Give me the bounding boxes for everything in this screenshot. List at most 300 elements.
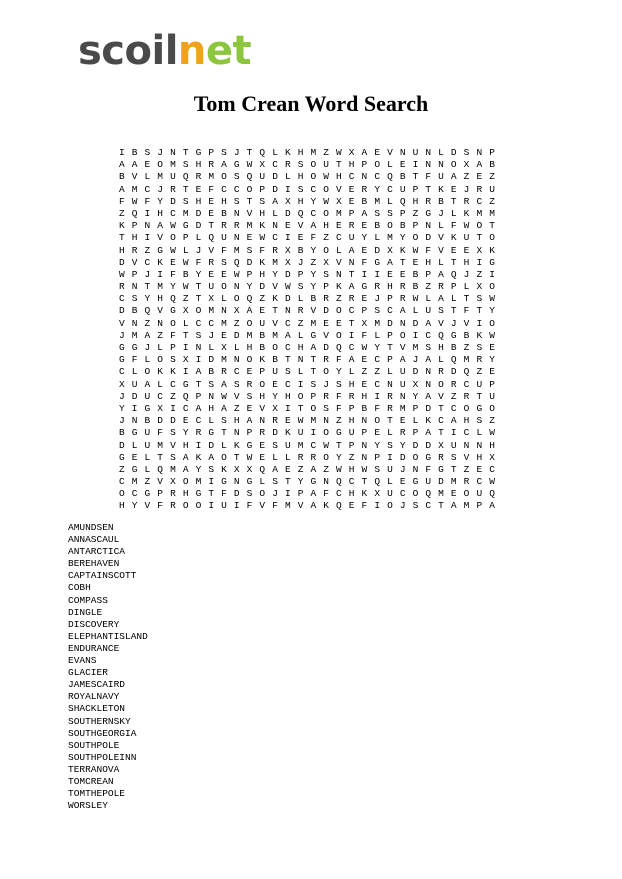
grid-cell: A	[310, 463, 317, 475]
grid-cell: M	[208, 305, 215, 317]
grid-cell: T	[297, 402, 304, 414]
word-list-item: WORSLEY	[68, 800, 108, 812]
grid-cell: E	[323, 317, 329, 329]
grid-cell: M	[399, 402, 406, 414]
grid-cell: F	[425, 171, 432, 183]
grid-cell: N	[336, 268, 342, 280]
grid-cell: R	[348, 293, 355, 305]
grid-cell: Y	[336, 366, 342, 378]
grid-cell: O	[310, 171, 317, 183]
grid-cell: V	[144, 500, 151, 512]
grid-cell: D	[284, 293, 291, 305]
grid-cell: Z	[463, 463, 470, 475]
grid-cell: L	[476, 427, 483, 439]
grid-cell: U	[425, 305, 432, 317]
grid-cell: P	[157, 488, 163, 500]
grid-cell: C	[170, 378, 176, 390]
grid-cell: Z	[323, 463, 329, 475]
grid-cell: G	[246, 439, 253, 451]
grid-cell: J	[233, 147, 240, 158]
grid-cell: M	[195, 476, 202, 488]
grid-cell: E	[374, 427, 381, 439]
grid-row	[119, 391, 503, 403]
grid-cell: P	[348, 402, 355, 414]
grid-cell: O	[323, 451, 329, 463]
grid-cell: P	[208, 147, 215, 158]
grid-cell: T	[182, 147, 189, 158]
grid-cell: X	[438, 439, 444, 451]
grid-cell: O	[310, 402, 317, 414]
grid-cell: P	[297, 488, 304, 500]
grid-cell: G	[310, 476, 317, 488]
grid-cell: G	[246, 476, 253, 488]
grid-cell: A	[425, 317, 432, 329]
word-list-item: BEREHAVEN	[68, 558, 120, 570]
grid-cell: I	[348, 329, 355, 341]
grid-cell: O	[259, 488, 266, 500]
grid-cell: F	[336, 354, 342, 366]
grid-cell: V	[170, 439, 176, 451]
grid-cell: C	[233, 366, 240, 378]
grid-cell: H	[438, 342, 444, 353]
grid-cell: K	[425, 415, 432, 427]
grid-cell: O	[336, 329, 342, 341]
grid-cell: S	[131, 293, 138, 305]
grid-cell: L	[144, 463, 151, 475]
grid-cell: H	[348, 488, 355, 500]
grid-row	[119, 257, 503, 269]
grid-cell: Z	[463, 342, 470, 353]
grid-cell: Y	[489, 354, 495, 366]
grid-cell: C	[310, 183, 317, 195]
grid-cell: A	[284, 329, 291, 341]
grid-cell: R	[246, 378, 253, 390]
grid-cell: Y	[489, 305, 495, 317]
grid-cell: Q	[208, 232, 215, 244]
grid-cell: S	[425, 342, 432, 353]
grid-cell: X	[374, 488, 381, 500]
grid-cell: E	[272, 378, 278, 390]
grid-cell: C	[182, 402, 189, 414]
grid-cell: E	[361, 244, 368, 256]
grid-cell: B	[119, 427, 125, 439]
grid-cell: U	[463, 232, 470, 244]
grid-cell: F	[131, 354, 138, 366]
grid-cell: W	[489, 427, 495, 439]
grid-cell: R	[170, 488, 176, 500]
grid-cell: P	[374, 451, 381, 463]
grid-cell: S	[387, 207, 393, 219]
grid-cell: O	[463, 488, 470, 500]
grid-row	[119, 415, 503, 427]
grid-cell: D	[119, 256, 125, 268]
grid-cell: U	[323, 159, 329, 171]
grid-row	[119, 500, 503, 512]
grid-cell: C	[336, 232, 342, 244]
grid-cell: Q	[233, 256, 240, 268]
grid-cell: R	[438, 281, 444, 293]
grid-cell: Y	[310, 195, 317, 207]
grid-cell: U	[208, 281, 215, 293]
grid-cell: X	[412, 378, 419, 390]
grid-cell: F	[272, 500, 278, 512]
grid-cell: O	[233, 293, 240, 305]
grid-cell: X	[182, 305, 189, 317]
grid-cell: F	[170, 329, 176, 341]
grid-cell: S	[476, 342, 483, 353]
grid-cell: Z	[144, 476, 151, 488]
grid-cell: P	[489, 378, 495, 390]
grid-cell: T	[387, 415, 393, 427]
grid-cell: S	[374, 463, 381, 475]
grid-cell: E	[246, 402, 253, 414]
grid-cell: S	[221, 147, 227, 158]
grid-cell: M	[272, 329, 278, 341]
grid-cell: J	[438, 207, 444, 219]
grid-cell: A	[310, 342, 317, 353]
grid-cell: S	[374, 207, 381, 219]
grid-cell: R	[297, 451, 304, 463]
grid-cell: M	[387, 232, 393, 244]
grid-cell: E	[336, 317, 342, 329]
page-title: Tom Crean Word Search	[193, 91, 429, 116]
grid-cell: A	[310, 500, 317, 512]
grid-cell: W	[489, 329, 495, 341]
grid-cell: L	[412, 305, 419, 317]
grid-cell: Q	[259, 147, 266, 158]
grid-cell: L	[438, 256, 444, 268]
grid-cell: V	[438, 390, 444, 402]
grid-cell: Y	[157, 195, 163, 207]
grid-cell: G	[182, 378, 189, 390]
grid-cell: W	[182, 256, 189, 268]
grid-row	[119, 147, 503, 159]
grid-cell: H	[119, 244, 125, 256]
grid-cell: R	[450, 378, 457, 390]
grid-row	[119, 488, 503, 500]
grid-cell: K	[259, 354, 266, 366]
grid-cell: Z	[119, 463, 125, 475]
grid-cell: C	[374, 354, 381, 366]
grid-cell: U	[259, 317, 266, 329]
grid-cell: Z	[348, 451, 355, 463]
grid-cell: P	[450, 281, 457, 293]
grid-cell: Z	[476, 268, 483, 280]
grid-cell: O	[489, 232, 495, 244]
grid-cell: H	[259, 207, 266, 219]
grid-cell: F	[310, 232, 317, 244]
grid-cell: K	[476, 329, 483, 341]
grid-cell: J	[208, 329, 215, 341]
grid-cell: W	[182, 281, 189, 293]
grid-cell: F	[361, 256, 368, 268]
grid-cell: Q	[131, 207, 138, 219]
grid-cell: G	[310, 329, 317, 341]
grid-cell: O	[182, 476, 189, 488]
grid-cell: V	[323, 329, 329, 341]
grid-cell: Y	[297, 476, 304, 488]
grid-cell: H	[489, 439, 495, 451]
word-list-item: TERRANOVA	[68, 763, 120, 775]
grid-cell: E	[284, 415, 291, 427]
grid-cell: N	[438, 159, 444, 171]
grid-cell: Z	[489, 195, 495, 207]
grid-cell: D	[412, 317, 419, 329]
grid-cell: H	[195, 195, 202, 207]
grid-cell: T	[195, 281, 202, 293]
grid-cell: U	[412, 147, 419, 158]
grid-cell: D	[195, 207, 202, 219]
grid-cell: V	[463, 451, 470, 463]
grid-cell: W	[119, 268, 125, 280]
grid-cell: O	[412, 451, 419, 463]
grid-cell: O	[399, 329, 406, 341]
grid-cell: U	[348, 427, 355, 439]
grid-cell: D	[170, 195, 176, 207]
grid-cell: J	[272, 488, 278, 500]
grid-cell: A	[425, 427, 432, 439]
grid-cell: U	[476, 378, 483, 390]
grid-cell: N	[272, 220, 278, 232]
grid-cell: W	[323, 195, 329, 207]
grid-cell: E	[259, 439, 266, 451]
grid-cell: V	[272, 281, 278, 293]
grid-cell: W	[297, 415, 304, 427]
grid-cell: O	[489, 402, 495, 414]
grid-cell: C	[425, 500, 432, 512]
grid-cell: G	[425, 451, 432, 463]
grid-cell: W	[284, 281, 291, 293]
grid-cell: T	[221, 427, 227, 439]
grid-cell: A	[450, 500, 457, 512]
grid-cell: J	[463, 268, 470, 280]
grid-cell: T	[438, 427, 444, 439]
letter-grid	[119, 147, 503, 513]
grid-cell: P	[361, 305, 368, 317]
grid-cell: X	[284, 244, 291, 256]
grid-cell: A	[361, 207, 368, 219]
grid-cell: P	[412, 427, 419, 439]
grid-cell: Z	[450, 390, 457, 402]
grid-cell: U	[399, 366, 406, 378]
grid-cell: V	[387, 147, 393, 158]
grid-cell: I	[310, 427, 317, 439]
grid-cell: R	[463, 195, 470, 207]
grid-cell: T	[476, 305, 483, 317]
grid-cell: W	[170, 244, 176, 256]
grid-cell: A	[246, 305, 253, 317]
grid-cell: O	[323, 366, 329, 378]
grid-cell: S	[246, 244, 253, 256]
grid-cell: T	[450, 463, 457, 475]
grid-cell: P	[259, 183, 266, 195]
grid-cell: Z	[144, 317, 151, 329]
grid-cell: Y	[374, 183, 381, 195]
grid-cell: O	[246, 354, 253, 366]
grid-cell: V	[438, 244, 444, 256]
grid-cell: C	[272, 159, 278, 171]
grid-cell: L	[412, 415, 419, 427]
grid-cell: A	[387, 256, 393, 268]
grid-cell: T	[144, 281, 151, 293]
grid-cell: K	[438, 183, 444, 195]
grid-cell: C	[284, 378, 291, 390]
grid-cell: W	[221, 390, 227, 402]
grid-cell: R	[221, 220, 227, 232]
grid-cell: A	[119, 159, 125, 171]
grid-cell: T	[399, 256, 406, 268]
grid-cell: E	[208, 268, 215, 280]
grid-cell: R	[131, 244, 138, 256]
grid-cell: S	[476, 415, 483, 427]
grid-cell: S	[438, 305, 444, 317]
grid-cell: R	[310, 451, 317, 463]
grid-cell: L	[208, 415, 215, 427]
grid-cell: N	[195, 342, 202, 353]
grid-cell: C	[131, 488, 138, 500]
grid-cell: Z	[323, 232, 329, 244]
grid-cell: D	[425, 402, 432, 414]
grid-cell: H	[297, 147, 304, 158]
grid-cell: L	[450, 207, 457, 219]
grid-cell: O	[463, 402, 470, 414]
grid-cell: Z	[336, 415, 342, 427]
grid-cell: A	[208, 451, 215, 463]
grid-cell: J	[144, 268, 151, 280]
grid-cell: E	[259, 451, 266, 463]
grid-cell: D	[412, 439, 419, 451]
grid-cell: S	[208, 378, 215, 390]
grid-cell: S	[170, 427, 176, 439]
grid-cell: O	[221, 281, 227, 293]
grid-cell: V	[233, 390, 240, 402]
grid-cell: E	[399, 476, 406, 488]
grid-cell: Q	[450, 268, 457, 280]
grid-cell: T	[182, 329, 189, 341]
grid-cell: P	[361, 159, 368, 171]
grid-cell: M	[272, 256, 278, 268]
grid-cell: B	[131, 147, 138, 158]
grid-cell: E	[221, 268, 227, 280]
grid-cell: I	[297, 378, 304, 390]
grid-cell: D	[233, 329, 240, 341]
grid-cell: P	[412, 183, 419, 195]
grid-cell: S	[246, 488, 253, 500]
grid-cell: O	[476, 220, 483, 232]
grid-cell: V	[157, 305, 163, 317]
grid-cell: R	[399, 281, 406, 293]
grid-cell: H	[348, 415, 355, 427]
grid-cell: H	[361, 390, 368, 402]
grid-cell: R	[438, 366, 444, 378]
grid-cell: O	[297, 390, 304, 402]
grid-cell: B	[399, 171, 406, 183]
grid-row	[119, 330, 503, 342]
grid-cell: Z	[323, 147, 329, 158]
grid-cell: D	[450, 366, 457, 378]
grid-cell: S	[323, 268, 329, 280]
grid-cell: I	[195, 439, 202, 451]
grid-cell: S	[297, 183, 304, 195]
grid-cell: K	[284, 147, 291, 158]
grid-cell: S	[272, 476, 278, 488]
grid-cell: U	[476, 488, 483, 500]
grid-cell: R	[374, 281, 381, 293]
grid-cell: P	[195, 390, 202, 402]
word-list-item: SOUTHPOLE	[68, 739, 120, 751]
grid-cell: P	[297, 268, 304, 280]
grid-cell: M	[246, 329, 253, 341]
grid-cell: Q	[157, 463, 163, 475]
grid-cell: N	[348, 256, 355, 268]
grid-row	[119, 305, 503, 317]
grid-cell: D	[323, 305, 329, 317]
grid-cell: P	[323, 281, 329, 293]
grid-cell: H	[323, 220, 329, 232]
grid-cell: N	[361, 415, 368, 427]
grid-cell: U	[348, 232, 355, 244]
grid-cell: T	[284, 476, 291, 488]
grid-cell: V	[297, 500, 304, 512]
grid-cell: F	[157, 427, 163, 439]
grid-cell: U	[450, 439, 457, 451]
grid-cell: N	[425, 366, 432, 378]
grid-cell: W	[336, 147, 342, 158]
grid-cell: F	[119, 195, 125, 207]
grid-cell: Z	[489, 171, 495, 183]
grid-cell: C	[119, 366, 125, 378]
grid-cell: G	[119, 354, 125, 366]
grid-cell: Z	[336, 293, 342, 305]
grid-cell: J	[412, 354, 419, 366]
grid-cell: I	[476, 317, 483, 329]
grid-cell: B	[119, 171, 125, 183]
grid-cell: R	[119, 281, 125, 293]
grid-cell: E	[399, 415, 406, 427]
grid-cell: A	[348, 244, 355, 256]
grid-cell: N	[463, 439, 470, 451]
grid-cell: Y	[399, 439, 406, 451]
grid-cell: M	[131, 476, 138, 488]
grid-cell: S	[170, 354, 176, 366]
grid-cell: T	[246, 147, 253, 158]
grid-cell: A	[272, 463, 278, 475]
grid-cell: Y	[144, 293, 151, 305]
grid-cell: N	[399, 390, 406, 402]
grid-cell: F	[323, 488, 329, 500]
grid-cell: G	[361, 281, 368, 293]
grid-cell: X	[323, 256, 329, 268]
grid-cell: L	[259, 476, 266, 488]
grid-cell: A	[195, 366, 202, 378]
grid-cell: Z	[374, 366, 381, 378]
grid-cell: O	[323, 183, 329, 195]
grid-cell: B	[463, 329, 470, 341]
grid-cell: L	[195, 232, 202, 244]
grid-cell: G	[476, 402, 483, 414]
grid-cell: H	[157, 207, 163, 219]
grid-cell: P	[348, 207, 355, 219]
grid-cell: S	[259, 195, 266, 207]
grid-cell: U	[387, 463, 393, 475]
grid-cell: L	[387, 427, 393, 439]
grid-cell: H	[348, 378, 355, 390]
grid-cell: Q	[170, 293, 176, 305]
grid-cell: M	[463, 354, 470, 366]
grid-cell: T	[387, 342, 393, 353]
grid-cell: A	[221, 378, 227, 390]
grid-cell: C	[374, 171, 381, 183]
